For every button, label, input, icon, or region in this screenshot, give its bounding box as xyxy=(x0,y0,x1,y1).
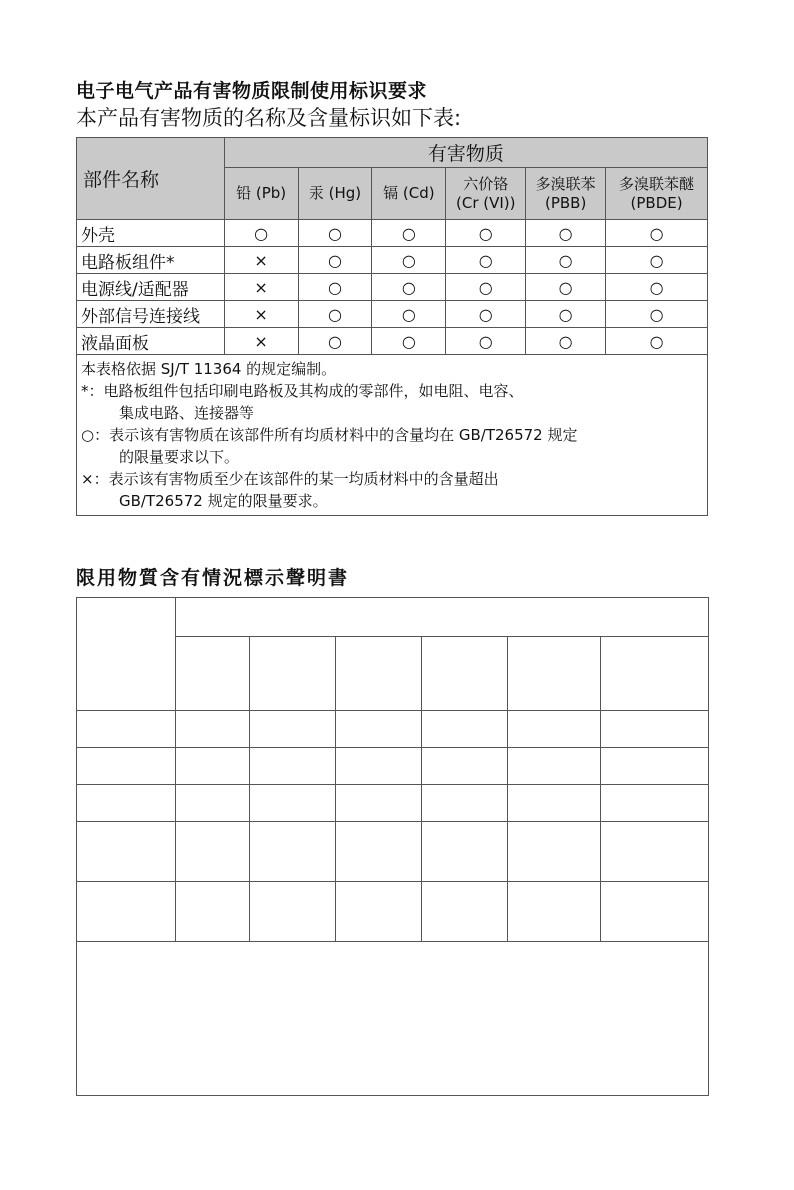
mark-cell: ○ xyxy=(446,220,526,247)
empty-cell xyxy=(508,637,601,711)
table-row xyxy=(77,748,709,785)
note-cross-continued: GB/T26572 规定的限量要求。 xyxy=(119,492,328,510)
empty-cell xyxy=(335,637,422,711)
mark-cell: ○ xyxy=(372,274,446,301)
part-name-header: 部件名称 xyxy=(77,138,225,220)
mark-cell: × xyxy=(224,328,298,355)
mark-cell: ○ xyxy=(446,328,526,355)
note-basis: 本表格依据 SJ/T 11364 的规定编制。 xyxy=(81,360,337,378)
mark-cell: ○ xyxy=(446,274,526,301)
table-row xyxy=(77,785,709,822)
mark-cell: ○ xyxy=(526,220,606,247)
table-row xyxy=(77,711,709,748)
mark-cell: × xyxy=(224,247,298,274)
table-row xyxy=(77,328,708,355)
mark-cell: ○ xyxy=(372,301,446,328)
table-notes xyxy=(77,355,708,516)
mark-cell: ○ xyxy=(372,328,446,355)
table-row xyxy=(77,822,709,882)
substance-header-pbde: 多溴联苯醚 (PBDE) xyxy=(606,168,708,220)
table-row xyxy=(77,301,708,328)
substance-header-pb: 铅 (Pb) xyxy=(224,168,298,220)
mark-cell: ○ xyxy=(298,274,372,301)
note-star: *： 电路板组件包括印刷电路板及其构成的零部件，如电阻、电容、 xyxy=(81,382,524,400)
hazardous-substance-header: 有害物质 xyxy=(224,138,707,168)
table-row xyxy=(77,247,708,274)
table-row xyxy=(77,882,709,942)
part-name: 外部信号连接线 xyxy=(77,301,225,328)
rohs-subtitle: 本产品有害物质的名称及含量标识如下表: xyxy=(76,106,462,130)
substance-header-cd: 镉 (Cd) xyxy=(372,168,446,220)
substance-header-cr6: 六价铬 (Cr (VI)) xyxy=(446,168,526,220)
table-row xyxy=(77,274,708,301)
substance-header-pbb: 多溴联苯 (PBB) xyxy=(526,168,606,220)
note-star-continued: 集成电路、连接器等 xyxy=(119,404,255,422)
rohs-title-traditional: 限用物質含有情況標示聲明書 xyxy=(76,567,350,589)
mark-cell: ○ xyxy=(446,247,526,274)
mark-cell: ○ xyxy=(526,274,606,301)
note-circle-continued: 的限量要求以下。 xyxy=(119,448,240,466)
substance-header-hg: 汞 (Hg) xyxy=(298,168,372,220)
empty-cell xyxy=(175,637,249,711)
mark-cell: ○ xyxy=(606,220,708,247)
part-name: 外壳 xyxy=(77,220,225,247)
rohs-title-simplified: 电子电气产品有害物质限制使用标识要求 xyxy=(76,80,428,102)
part-name: 电路板组件* xyxy=(77,247,225,274)
empty-cell xyxy=(601,637,709,711)
part-name: 电源线/适配器 xyxy=(77,274,225,301)
empty-cell xyxy=(249,637,335,711)
mark-cell: ○ xyxy=(526,247,606,274)
empty-notes-cell xyxy=(77,942,709,1096)
note-cross: ×： 表示该有害物质至少在该部件的某一均质材料中的含量超出 xyxy=(81,470,499,488)
mark-cell: ○ xyxy=(526,328,606,355)
mark-cell: × xyxy=(224,274,298,301)
hazardous-substance-table xyxy=(76,137,708,516)
mark-cell: ○ xyxy=(298,220,372,247)
empty-cell xyxy=(175,598,708,637)
empty-cell xyxy=(422,637,508,711)
mark-cell: ○ xyxy=(372,247,446,274)
mark-cell: ○ xyxy=(298,247,372,274)
mark-cell: ○ xyxy=(372,220,446,247)
mark-cell: ○ xyxy=(606,328,708,355)
mark-cell: ○ xyxy=(606,247,708,274)
mark-cell: ○ xyxy=(446,301,526,328)
mark-cell: × xyxy=(224,301,298,328)
mark-cell: ○ xyxy=(298,328,372,355)
mark-cell: ○ xyxy=(526,301,606,328)
note-circle: ○： 表示该有害物质在该部件所有均质材料中的含量均在 GB/T26572 规定 xyxy=(81,426,578,444)
mark-cell: ○ xyxy=(606,274,708,301)
empty-cell xyxy=(77,598,176,711)
declaration-table-empty xyxy=(76,597,709,1096)
mark-cell: ○ xyxy=(606,301,708,328)
mark-cell: ○ xyxy=(224,220,298,247)
part-name: 液晶面板 xyxy=(77,328,225,355)
mark-cell: ○ xyxy=(298,301,372,328)
table-row xyxy=(77,220,708,247)
